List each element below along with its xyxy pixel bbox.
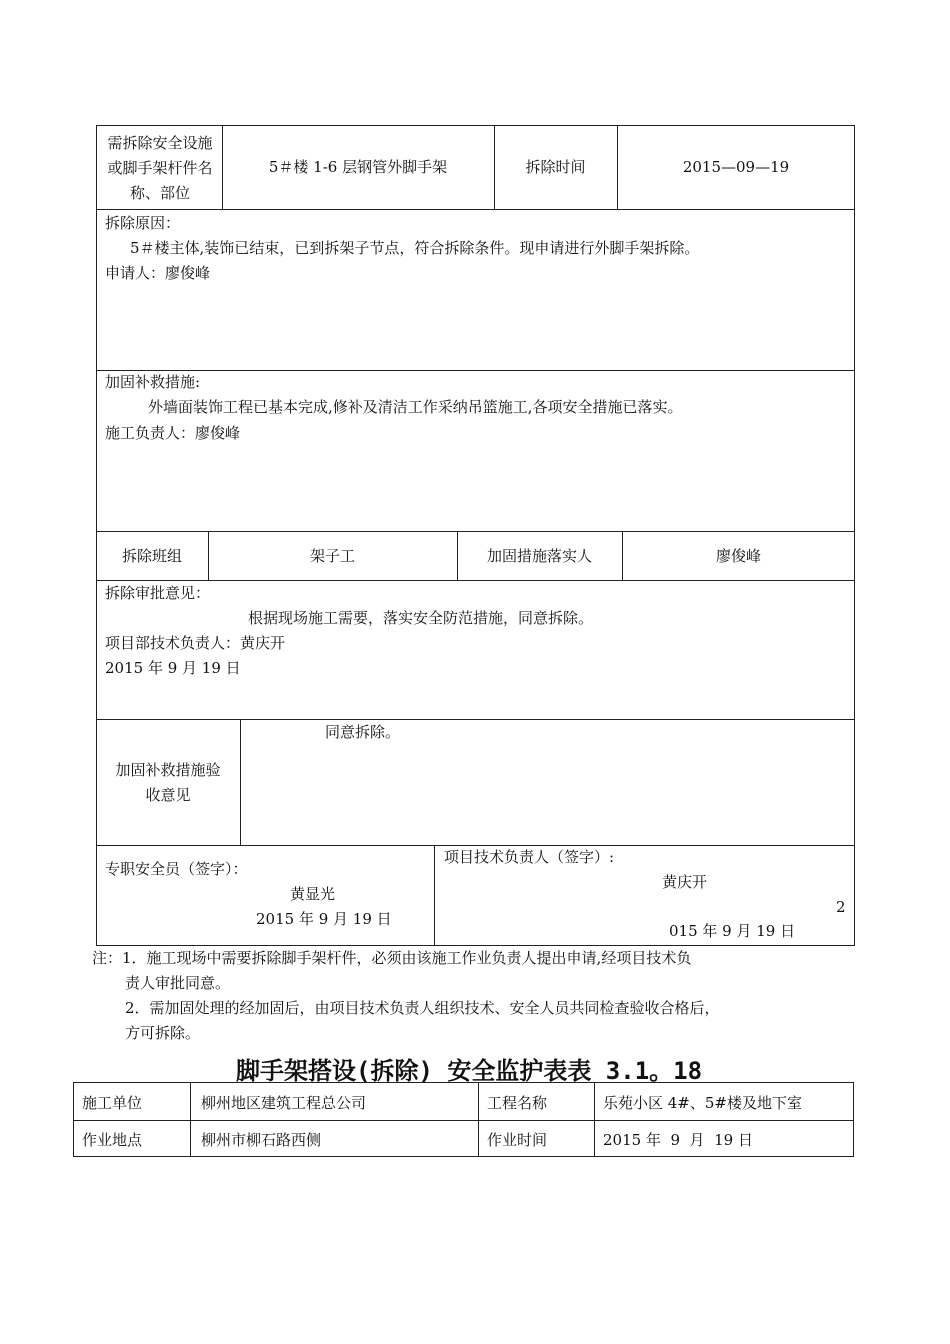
approval-person: 项目部技术负责人：黄庆开 (105, 634, 286, 652)
remedy-label: 加固补救措施: (105, 373, 201, 391)
unit-label: 施工单位 (82, 1094, 143, 1112)
approval-date: 2015 年 9 月 19 日 (105, 659, 241, 677)
project-value: 乐苑小区 4#、5#楼及地下室 (603, 1094, 802, 1112)
remedy-text: 外墙面装饰工程已基本完成,修补及清洁工作采纳吊篮施工,各项安全措施已落实。 (148, 398, 683, 416)
location-value: 柳州市柳石路西侧 (201, 1131, 322, 1149)
col-divider (240, 719, 241, 845)
safety-officer-name: 黄显光 (290, 885, 336, 903)
tech-lead-name: 黄庆开 (662, 873, 708, 891)
unit-value: 柳州地区建筑工程总公司 (201, 1094, 367, 1112)
time-label: 拆除时间 (525, 158, 586, 176)
approval-label: 拆除审批意见： (105, 584, 211, 602)
implementer-label: 加固措施落实人 (486, 547, 592, 565)
row-divider (96, 531, 855, 532)
implementer-value: 廖俊峰 (715, 547, 761, 565)
team-value: 架子工 (309, 547, 355, 565)
acceptance-label: 加固补救措施验收意见 (115, 761, 221, 804)
worktime-label: 作业时间 (487, 1131, 548, 1149)
col-divider (594, 1082, 595, 1157)
row-divider (96, 209, 855, 210)
row-divider (96, 845, 855, 846)
note-2-line-1: 2．需加固处理的经加固后，由项目技术负责人组织技术、安全人员共同检查验收合格后， (125, 999, 720, 1017)
remedy-person: 施工负责人：廖俊峰 (105, 424, 241, 442)
tech-lead-label: 项目技术负责人（签字）: (444, 848, 615, 866)
row-divider (96, 370, 855, 371)
item-value: 5＃楼 1-6 层钢管外脚手架 (268, 158, 448, 176)
safety-officer-label: 专职安全员（签字）： (105, 860, 248, 878)
safety-officer-date: 2015 年 9 月 19 日 (256, 910, 392, 928)
approval-text: 根据现场施工需要，落实安全防范措施，同意拆除。 (248, 609, 594, 627)
location-label: 作业地点 (82, 1131, 143, 1149)
worktime-value: 2015 年 9 月 19 日 (603, 1131, 753, 1149)
team-label: 拆除班组 (121, 547, 182, 565)
note-2-line-2: 方可拆除。 (125, 1024, 201, 1042)
note-1-line-2: 责人审批同意。 (125, 974, 231, 992)
col-divider (478, 1082, 479, 1157)
acceptance-text: 同意拆除。 (325, 723, 401, 741)
col-divider (434, 845, 435, 946)
applicant: 申请人：廖俊峰 (105, 264, 211, 282)
row-divider (96, 580, 855, 581)
time-value: 2015—09—19 (682, 158, 790, 176)
item-label: 需拆除安全设施或脚手架杆件名称、部位 (107, 134, 213, 202)
reason-text: 5＃楼主体,装饰已结束，已到拆架子节点，符合拆除条件。现申请进行外脚手架拆除。 (130, 239, 700, 257)
tech-lead-date-prefix: 2 (836, 898, 846, 916)
col-divider (190, 1082, 191, 1157)
page-title: 脚手架搭设(拆除) 安全监护表表 3.1。18 (236, 1057, 703, 1085)
reason-label: 拆除原因： (105, 214, 181, 232)
note-1-line-1: 注：1．施工现场中需要拆除脚手架杆件，必须由该施工作业负责人提出申请,经项目技术负 (92, 949, 692, 967)
row-divider (96, 719, 855, 720)
project-label: 工程名称 (487, 1094, 548, 1112)
tech-lead-date-rest: 015 年 9 月 19 日 (669, 922, 796, 940)
